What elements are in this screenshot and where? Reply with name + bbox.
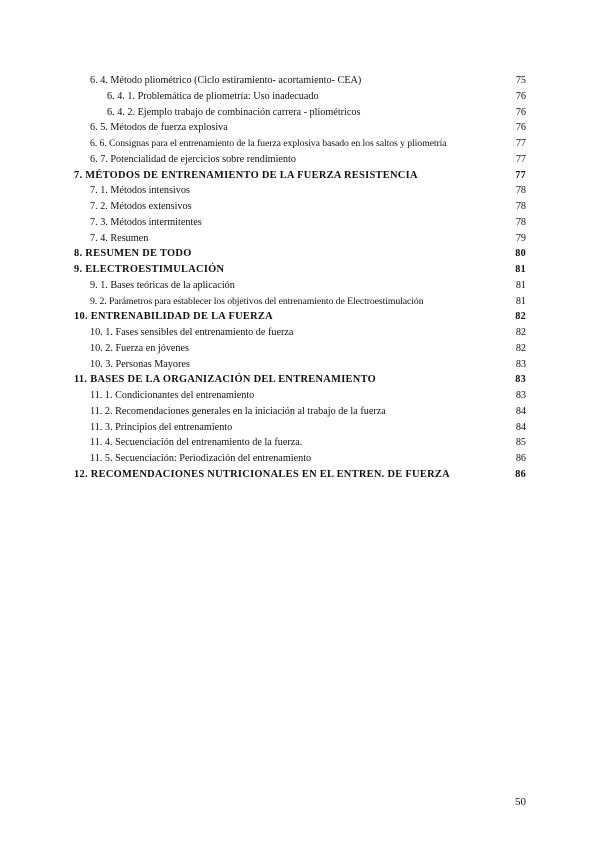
toc-entry-page: 81 <box>515 295 526 307</box>
toc-entry-page: 78 <box>515 201 526 212</box>
toc-entry-row <box>0 89 600 104</box>
toc-entry-label: 11. 3. Principios del entrenamiento <box>90 421 233 433</box>
toc-entry-label: 6. 6. Consignas para el entrenamiento de la fuerza explosiva basado en los saltos y pliometría <box>90 138 447 149</box>
toc-entry-page: 84 <box>515 405 526 417</box>
toc-entry-label: 6. 4. Método pliométrico (Ciclo estiramiento- acortamiento- CEA) <box>90 75 362 86</box>
toc-entry-page: 76 <box>515 106 526 118</box>
toc-chapter-row <box>0 309 600 324</box>
toc-entry-row <box>0 152 600 167</box>
toc-entry-row <box>0 294 600 309</box>
toc-chapter-row <box>0 262 600 277</box>
toc-entry-label: 7. 3. Métodos intermitentes <box>90 216 202 228</box>
toc-entry-page: 77 <box>515 153 526 165</box>
toc-entry-row <box>0 231 600 246</box>
toc-entry-row <box>0 105 600 120</box>
toc-entry-page: 81 <box>515 264 526 275</box>
toc-entry-page: 86 <box>515 468 526 480</box>
toc-entry-label: 6. 5. Métodos de fuerza explosiva <box>90 122 228 134</box>
toc-entry-page: 75 <box>515 75 526 86</box>
toc-entry-row <box>0 278 600 293</box>
toc-entry-label: 8. RESUMEN DE TODO <box>74 248 192 260</box>
toc-entry-label: 9. ELECTROESTIMULACIÓN <box>74 264 225 275</box>
toc-entry-row <box>0 420 600 435</box>
toc-entry-label: 7. MÉTODOS DE ENTRENAMIENTO DE LA FUERZA RESISTENCIA <box>74 169 418 181</box>
toc-entry-page: 81 <box>515 279 526 291</box>
toc-entry-page: 85 <box>515 437 526 449</box>
toc-entry-page: 84 <box>515 421 526 433</box>
toc-entry-page: 83 <box>515 390 526 401</box>
toc-entry-row <box>0 215 600 230</box>
toc-entry-page: 78 <box>515 216 526 228</box>
toc-entry-label: 11. 1. Condicionantes del entrenamiento <box>90 390 255 401</box>
toc-entry-label: 11. 4. Secuenciación del entrenamiento de la fuerza. <box>90 437 303 449</box>
toc-entry-label: 9. 2. Parámetros para establecer los objetivos del entrenamiento de Electroestimulación <box>90 295 424 307</box>
toc-entry-page: 83 <box>515 374 526 386</box>
toc-entry-page: 82 <box>515 327 526 338</box>
toc-entry-row <box>0 388 600 403</box>
toc-entry-label: 6. 4. 1. Problemática de pliometría: Uso inadecuado <box>107 90 319 102</box>
toc-entry-label: 10. ENTRENABILIDAD DE LA FUERZA <box>74 311 273 323</box>
toc-entry-page: 78 <box>515 185 526 197</box>
page-number: 50 <box>515 796 526 808</box>
toc-entry-label: 7. 1. Métodos intensivos <box>90 185 190 197</box>
toc-entry-row <box>0 183 600 198</box>
toc-chapter-row <box>0 467 600 482</box>
toc-entry-row <box>0 357 600 372</box>
toc-entry-page: 82 <box>515 342 526 354</box>
toc-entry-label: 7. 2. Métodos extensivos <box>90 201 192 212</box>
toc-entry-label: 6. 4. 2. Ejemplo trabajo de combinación carrera - pliométricos <box>107 106 361 118</box>
toc-entry-label: 9. 1. Bases teóricas de la aplicación <box>90 279 235 291</box>
toc-entry-page: 79 <box>515 232 526 244</box>
toc-entry-label: 11. 2. Recomendaciones generales en la iniciación al trabajo de la fuerza <box>90 405 386 417</box>
toc-entry-row <box>0 120 600 135</box>
toc-entry-row <box>0 341 600 356</box>
toc-chapter-row <box>0 168 600 183</box>
toc-chapter-row <box>0 372 600 387</box>
toc-entry-row <box>0 325 600 340</box>
toc-entry-page: 80 <box>515 248 526 260</box>
toc-entry-page: 77 <box>515 169 526 181</box>
toc-entry-row <box>0 73 600 88</box>
toc-entry-row <box>0 451 600 466</box>
toc-entry-row <box>0 136 600 151</box>
toc-entry-page: 76 <box>515 122 526 134</box>
toc-entry-label: 11. BASES DE LA ORGANIZACIÓN DEL ENTRENAMIENTO <box>74 374 377 386</box>
toc-entry-label: 12. RECOMENDACIONES NUTRICIONALES EN EL ENTREN. DE FUERZA <box>74 468 450 480</box>
toc-entry-label: 6. 7. Potencialidad de ejercicios sobre rendimiento <box>90 153 296 165</box>
toc-entry-label: 7. 4. Resumen <box>90 232 149 244</box>
toc-chapter-row <box>0 246 600 261</box>
toc-entry-page: 83 <box>515 358 526 370</box>
toc-entry-row <box>0 435 600 450</box>
toc-entry-label: 11. 5. Secuenciación: Periodización del entrenamiento <box>90 453 312 464</box>
toc-entry-row <box>0 404 600 419</box>
toc-entry-label: 10. 1. Fases sensibles del entrenamiento de fuerza <box>90 327 294 338</box>
toc-entry-label: 10. 3. Personas Mayores <box>90 358 190 370</box>
toc-entry-page: 76 <box>515 90 526 102</box>
toc-entry-page: 77 <box>515 138 526 149</box>
toc-entry-page: 86 <box>515 453 526 464</box>
toc-entry-row <box>0 199 600 214</box>
toc-entry-label: 10. 2. Fuerza en jóvenes <box>90 342 190 354</box>
toc-entry-page: 82 <box>515 311 526 323</box>
